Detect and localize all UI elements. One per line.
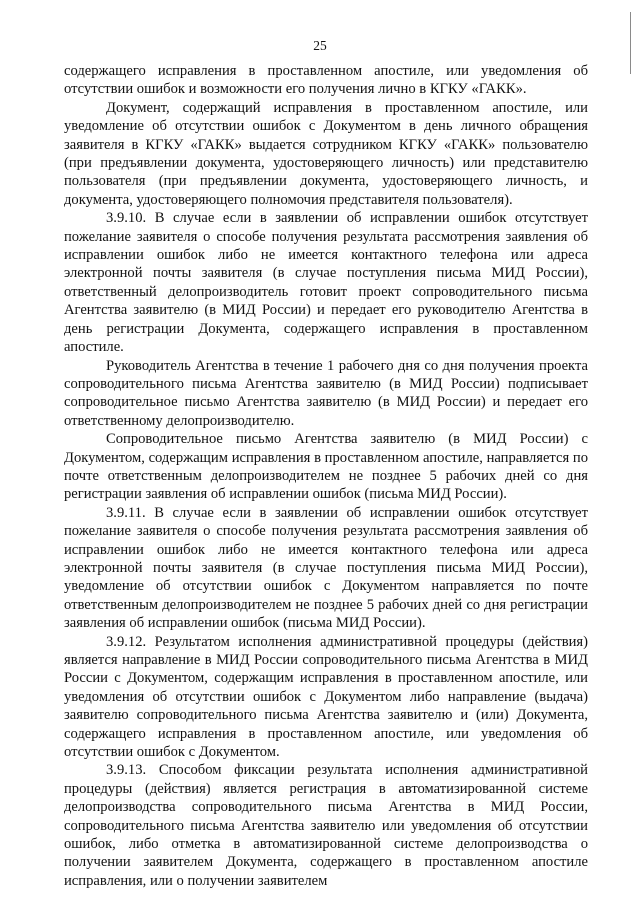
paragraph-3-9-12: 3.9.12. Результатом исполнения административной процедуры (действия) является направление в МИД России сопроводительного письма Агентства в МИД России с Документом, содержащим исправления в проставленном апостиле, или уведомления об отсутствии ошибок с Документом либо направление (выдача) заявителю сопроводительного письма Агентства заявителю и (или) Документа, содержащего исправления в проставленном апостиле, или уведомления об отсутствии ошибок с Документом.: [64, 633, 588, 761]
paragraph-3-9-10: 3.9.10. В случае если в заявлении об исправлении ошибок отсутствует пожелание заявителя о способе получения результата рассмотрения заявления об исправлении ошибок либо не имеется контактного телефона или адреса электронной почты заявителя (в случае поступления письма МИД России), ответственный делопроизводитель готовит проект сопроводительного письма Агентства заявителю (в МИД России) и передает его руководителю Агентства в день регистрации Документа, содержащего исправления в проставленном апостиле.: [64, 210, 588, 356]
page-number: 25: [313, 38, 327, 53]
paragraph-head-signature: Руководитель Агентства в течение 1 рабочего дня со дня получения проекта сопроводительного письма Агентства заявителю (в МИД России) подписывает сопроводительное письмо Агентства заявителю (в МИД России) и передает его ответственному делопроизводителю.: [64, 357, 588, 429]
document-body: [64, 62, 588, 890]
paragraph-document-issuance: Документ, содержащий исправления в проставленном апостиле, или уведомление об отсутствии ошибок с Документом в день личного обращения заявителя в КГКУ «ГАКК» выдается сотрудником КГКУ «ГАКК» пользователю (при предъявлении документа, удостоверяющего личность) или представителю пользователя (при предъявлении документа, удостоверяющего личность, и документа, удостоверяющего полномочия представителя пользователя).: [64, 99, 588, 208]
paragraph-continuation: содержащего исправления в проставленном апостиле, или уведомления об отсутствии ошибок и возможности его получения лично в КГКУ «ГАКК».: [64, 63, 588, 98]
paragraph-3-9-11: 3.9.11. В случае если в заявлении об исправлении ошибок отсутствует пожелание заявителя о способе получения результата рассмотрения заявления об исправлении ошибок либо не имеется контактного телефона или адреса электронной почты заявителя (в случае поступления письма МИД России), уведомление об отсутствии ошибок с Документом направляется по почте ответственным делопроизводителем не позднее 5 рабочих дней со дня регистрации заявления об исправлении ошибок (письма МИД России).: [64, 504, 588, 632]
paragraph-3-9-13: 3.9.13. Способом фиксации результата исполнения административной процедуры (действия) является регистрация в автоматизированной системе делопроизводства сопроводительного письма Агентства в МИД России, сопроводительного письма Агентства заявителю или уведомления об отсутствии ошибок, либо отметка в автоматизированной системе делопроизводства о получении заявителем Документа, содержащего в проставленном апостиле исправления, или о получении заявителем: [64, 762, 588, 889]
paragraph-cover-letter-mailing: Сопроводительное письмо Агентства заявителю (в МИД России) с Документом, содержащим исправления в проставленном апостиле, направляется по почте ответственным делопроизводителем не позднее 5 рабочих дней со дня регистрации заявления об исправлении ошибок (письма МИД России).: [64, 431, 588, 503]
